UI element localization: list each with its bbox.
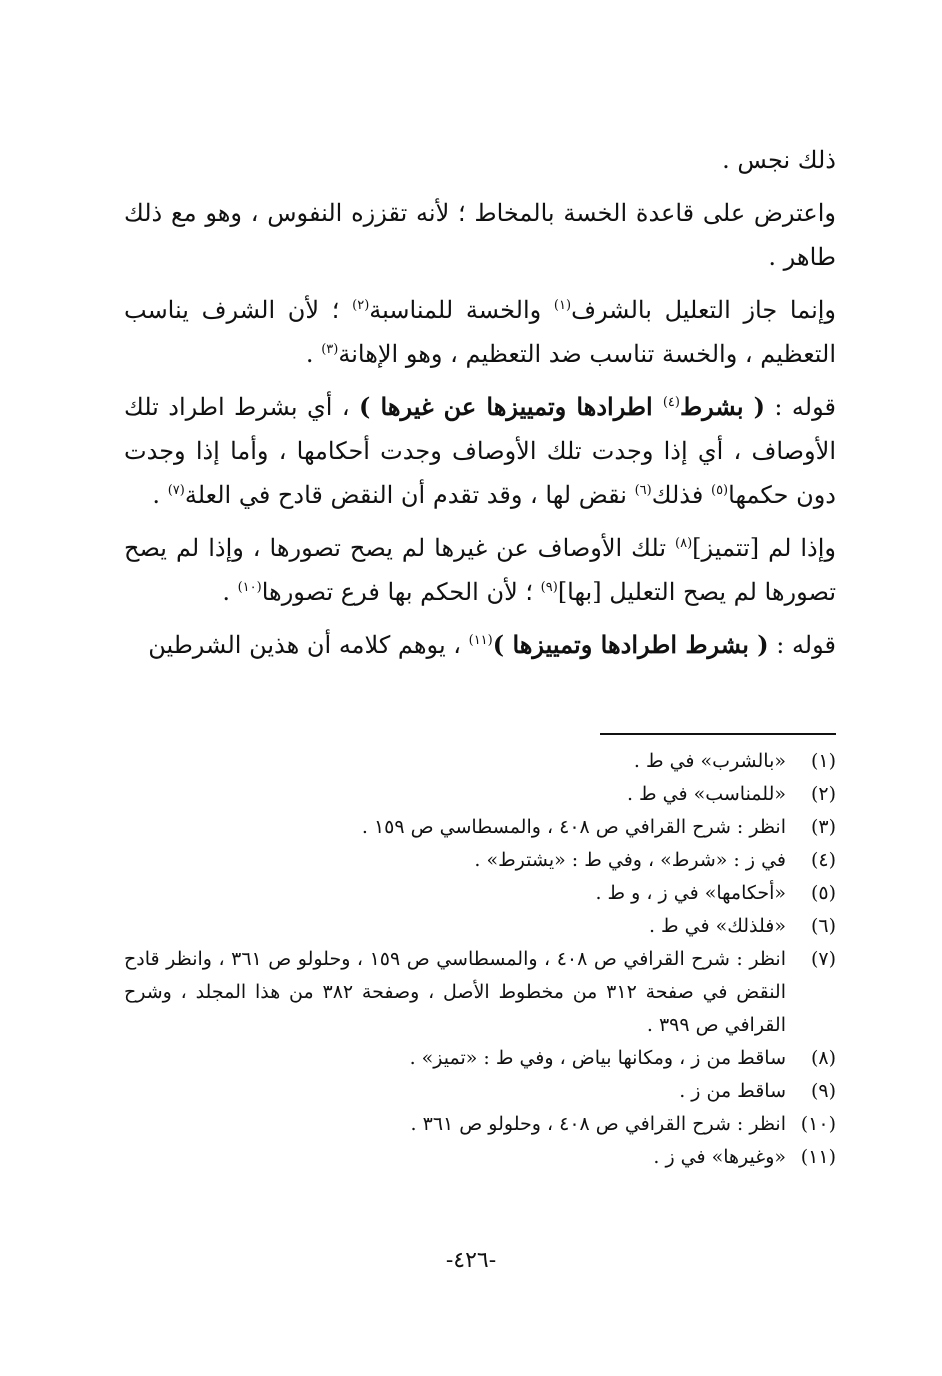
footnote — [124, 1075, 836, 1108]
footnote-ref: (٥) — [710, 483, 729, 498]
footnote-ref: (٤) — [662, 395, 680, 410]
page-number: -٤٢٦- — [445, 1248, 497, 1273]
footnote-text: ساقط من ز . — [679, 1080, 786, 1102]
text-run: تلك الأوصاف عن غيرها لم يصح تصورها ، وإذا لم يصح تصورها لم يصح التعليل [بها] — [124, 534, 836, 606]
footnote-ref: (٦) — [634, 483, 652, 498]
quoted-text: اطرادها وتمييزها عن غيرها ) — [359, 392, 663, 421]
footnote-text: «فلذلك» في ط . — [648, 915, 786, 937]
footnote-number: (١١) — [800, 1146, 836, 1168]
footnote-text: «بالشرب» في ط . — [633, 750, 786, 772]
text-run: . — [222, 578, 238, 606]
footnote-text: «وغيرها» في ز . — [653, 1146, 786, 1168]
text-run: . — [152, 481, 168, 509]
text-run: وإنما جاز التعليل بالشرف — [571, 296, 836, 324]
text-run: ، يوهم كلامه أن هذين الشرطين — [148, 631, 469, 659]
footnotes — [124, 745, 836, 1174]
paragraph — [124, 526, 836, 614]
footnote-number: (٨) — [810, 1047, 836, 1069]
footnote-ref: (١) — [553, 298, 572, 313]
text-run: فذلك — [651, 481, 711, 509]
footnote-separator — [600, 733, 836, 735]
text-run: ؛ لأن الحكم بها فرع تصورها — [261, 578, 541, 606]
footnote — [124, 910, 836, 943]
footnote — [124, 745, 836, 778]
footnote-text: «أحكامها» في ز ، و ط . — [595, 882, 786, 904]
footnote-text: «للمناسب» في ط . — [626, 783, 786, 805]
paragraph — [124, 191, 836, 279]
text-run: قوله : — [768, 631, 836, 659]
footnote-number: (٩) — [810, 1080, 836, 1102]
paragraph — [124, 385, 836, 517]
footnote — [124, 844, 836, 877]
text-run: والخسة للمناسبة — [369, 296, 554, 324]
footnote-ref: (١٠) — [237, 580, 262, 595]
paragraph — [124, 288, 836, 376]
footnote-number: (٦) — [810, 915, 836, 937]
footnote-ref: (٢) — [352, 298, 370, 313]
footnote — [124, 778, 836, 811]
main-text — [124, 138, 836, 676]
quoted-text: ( بشرط اطرادها وتمييزها ) — [492, 630, 769, 659]
footnote-number: (٧) — [810, 948, 836, 970]
paragraph — [124, 623, 836, 667]
text-run: ؛ لأن الشرف يناسب التعظيم ، والخسة تناسب ضد التعظيم ، وهو الإهانة — [124, 296, 836, 368]
footnote — [124, 1108, 836, 1141]
footnote-number: (٤) — [810, 849, 836, 871]
footnote-ref: (٩) — [540, 580, 558, 595]
footnote-text: في ز : «شرط» ، وفي ط : «يشترط» . — [474, 849, 786, 871]
footnote-number: (٣) — [810, 816, 836, 838]
footnote-ref: (٨) — [675, 536, 693, 551]
text-run: وإذا لم [تتميز] — [692, 534, 836, 562]
text-run: قوله : — [765, 393, 836, 421]
footnote-ref: (٧) — [167, 483, 185, 498]
footnote-number: (١٠) — [800, 1113, 836, 1135]
footnote-ref: (١١) — [468, 633, 493, 648]
text-run: نقض لها ، وقد تقدم أن النقض قادح في العلة — [184, 481, 635, 509]
footnote — [124, 943, 836, 1042]
footnote-text: انظر : شرح القرافي ص ٤٠٨ ، والمسطاسي ص ١٥٩ . — [361, 816, 786, 838]
footnote-ref: (٣) — [321, 342, 339, 357]
text-run: واعترض على قاعدة الخسة بالمخاط ؛ لأنه تقززه النفوس ، وهو مع ذلك طاهر . — [124, 199, 836, 271]
quoted-text: ( بشرط — [679, 392, 766, 421]
paragraph — [124, 138, 836, 182]
text-run: ، أي بشرط اطراد تلك الأوصاف ، أي إذا وجدت تلك الأوصاف وجدت أحكامها ، وأما إذا وجدت دون حكمها — [124, 393, 836, 509]
footnote — [124, 1042, 836, 1075]
footnote-text: انظر : شرح القرافي ص ٤٠٨ ، والمسطاسي ص ١٥٩ ، وحلولو ص ٣٦١ ، وانظر قادح النقض في صفحة ٣١٢ من مخطوط الأصل ، وصفحة ٣٨٢ من هذا المجلد ، وشرح القرافي ص ٣٩٩ . — [124, 948, 786, 1036]
text-run: ذلك نجس . — [722, 146, 836, 174]
footnote-number: (٢) — [810, 783, 836, 805]
footnote-number: (٥) — [810, 882, 836, 904]
footnote — [124, 811, 836, 844]
footnote-text: ساقط من ز ، ومكانها بياض ، وفي ط : «تميز» . — [409, 1047, 786, 1069]
text-run: . — [305, 340, 322, 368]
footnote — [124, 1141, 836, 1174]
footnote-number: (١) — [810, 750, 836, 772]
footnote-text: انظر : شرح القرافي ص ٤٠٨ ، وحلولو ص ٣٦١ . — [410, 1113, 786, 1135]
footnote — [124, 877, 836, 910]
